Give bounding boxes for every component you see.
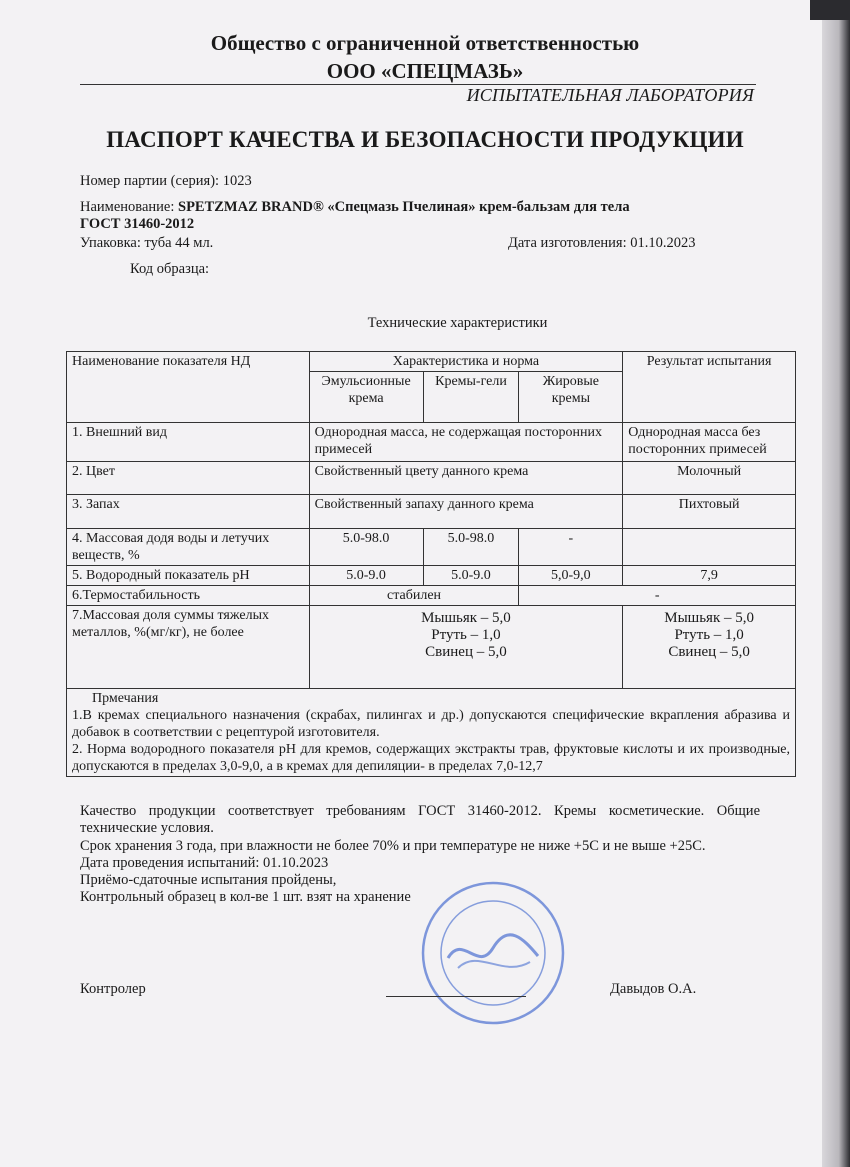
- row-appearance-name: 1. Внешний вид: [67, 423, 310, 462]
- row-thermo-fat: -: [519, 586, 796, 606]
- notes-cell: [67, 689, 796, 777]
- row-ph-emulsion: 5.0-9.0: [309, 566, 423, 586]
- product-name-line: [80, 199, 630, 216]
- table-row: [67, 352, 796, 372]
- metals-norm-mercury: Ртуть – 1,0: [431, 627, 501, 643]
- header-indicator: Наименование показателя НД: [67, 352, 310, 423]
- subheader-fat: Жировые кремы: [519, 372, 623, 423]
- metals-result-arsenic: Мышьяк – 5,0: [664, 610, 754, 626]
- page-edge-shadow: [822, 0, 850, 1167]
- row-appearance-result: Однородная масса без посторонних примесей: [623, 423, 796, 462]
- lab-name: ИСПЫТАТЕЛЬНАЯ ЛАБОРАТОРИЯ: [466, 85, 754, 105]
- org-name-line1: Общество с ограниченной ответственностью: [210, 31, 640, 55]
- row-ph-fat: 5,0-9,0: [519, 566, 623, 586]
- subheader-emulsion: Эмульсионные крема: [309, 372, 423, 423]
- product-gost: ГОСТ 31460-2012: [80, 216, 195, 232]
- conclusion-shelf-life: Срок хранения 3 года, при влажности не более 70% и при температуре не ниже +5С и не выше +25С.: [80, 837, 706, 854]
- row-water-gels: 5.0-98.0: [423, 529, 519, 566]
- header-result: Результат испытания: [623, 352, 796, 423]
- conclusion-test-date: Дата проведения испытаний: 01.10.2023: [80, 854, 329, 871]
- conclusion-control-sample: Контрольный образец в кол-ве 1 шт. взят на хранение: [80, 889, 411, 906]
- row-smell-result: Пихтовый: [623, 495, 796, 529]
- spec-table: [66, 351, 796, 777]
- table-row: [67, 462, 796, 495]
- notes-heading: Прмечания: [92, 691, 159, 706]
- table-row: [67, 689, 796, 777]
- row-ph-result: 7,9: [623, 566, 796, 586]
- row-color-norm: Свойственный цвету данного крема: [309, 462, 623, 495]
- manufacture-date: Дата изготовления: 01.10.2023: [508, 235, 696, 251]
- signature-name: Давыдов О.А.: [610, 981, 697, 997]
- org-name-line2: ООО «СПЕЦМАЗЬ»: [326, 59, 524, 83]
- packaging: Упаковка: туба 44 мл.: [80, 235, 214, 251]
- row-water-emulsion: 5.0-98.0: [309, 529, 423, 566]
- metals-result-lead: Свинец – 5,0: [668, 644, 750, 660]
- note-2: 2. Норма водородного показателя pH для кремов, содержащих экстракты трав, фруктовые кислоты и их производные, допускаются в пределах 3,0-9,0, а в кремах для депиляции- в пределах 7,0-12,7: [72, 742, 790, 774]
- table-row: [67, 566, 796, 586]
- product-name-label: Наименование:: [80, 199, 178, 215]
- table-row: [67, 586, 796, 606]
- metals-norm-arsenic: Мышьяк – 5,0: [421, 610, 511, 626]
- row-thermo-norm: стабилен: [309, 586, 519, 606]
- signature-line: [386, 996, 526, 997]
- row-smell-norm: Свойственный запаху данного крема: [309, 495, 623, 529]
- row-color-result: Молочный: [623, 462, 796, 495]
- row-smell-name: 3. Запах: [67, 495, 310, 529]
- row-appearance-norm: Однородная масса, не содержащая посторонних примесей: [309, 423, 623, 462]
- stamp-outer-ring: [423, 883, 563, 1023]
- batch-number: Номер партии (серия): 1023: [80, 173, 252, 189]
- row-water-fat: -: [519, 529, 623, 566]
- table-caption: Технические характеристики: [367, 315, 548, 331]
- table-row: [67, 529, 796, 566]
- row-water-name: 4. Массовая додя воды и летучих веществ, %: [67, 529, 310, 566]
- header-norm: Характеристика и норма: [309, 352, 623, 372]
- round-seal-stamp: [418, 878, 568, 1028]
- table-row: [67, 606, 796, 689]
- stamp-signature-swirl-2: [458, 961, 530, 968]
- product-name-value: SPETZMAZ BRAND® «Спецмазь Пчелиная» крем-бальзам для тела: [178, 199, 630, 215]
- conclusion-acceptance: Приёмо-сдаточные испытания пройдены,: [80, 872, 337, 889]
- stamp-inner-ring: [441, 901, 545, 1005]
- table-row: [67, 423, 796, 462]
- row-metals-result: [623, 606, 796, 689]
- row-color-name: 2. Цвет: [67, 462, 310, 495]
- conclusion-compliance: Качество продукции соответствует требованиям ГОСТ 31460-2012. Кремы косметические. Общие технические условия.: [80, 803, 760, 837]
- page-corner-shadow: [810, 0, 850, 20]
- sample-code: Код образца:: [130, 261, 210, 277]
- row-metals-norm: [309, 606, 623, 689]
- subheader-gels: Кремы-гели: [423, 372, 519, 423]
- row-water-result: [623, 529, 796, 566]
- row-metals-name: 7.Массовая доля суммы тяжелых металлов, %(мг/кг), не более: [67, 606, 310, 689]
- signature-role: Контролер: [80, 981, 146, 997]
- stamp-signature-swirl: [448, 935, 538, 958]
- row-thermo-name: 6.Термостабильность: [67, 586, 310, 606]
- note-1: 1.В кремах специального назначения (скрабах, пилингах и др.) допускаются специфические вкрапления абразива и добавок в соответствии с рецептурой изготовителя.: [72, 708, 790, 740]
- table-row: [67, 495, 796, 529]
- metals-result-mercury: Ртуть – 1,0: [674, 627, 744, 643]
- row-ph-gels: 5.0-9.0: [423, 566, 519, 586]
- document-title: ПАСПОРТ КАЧЕСТВА И БЕЗОПАСНОСТИ ПРОДУКЦИИ: [106, 127, 744, 152]
- row-ph-name: 5. Водородный показатель pH: [67, 566, 310, 586]
- metals-norm-lead: Свинец – 5,0: [425, 644, 507, 660]
